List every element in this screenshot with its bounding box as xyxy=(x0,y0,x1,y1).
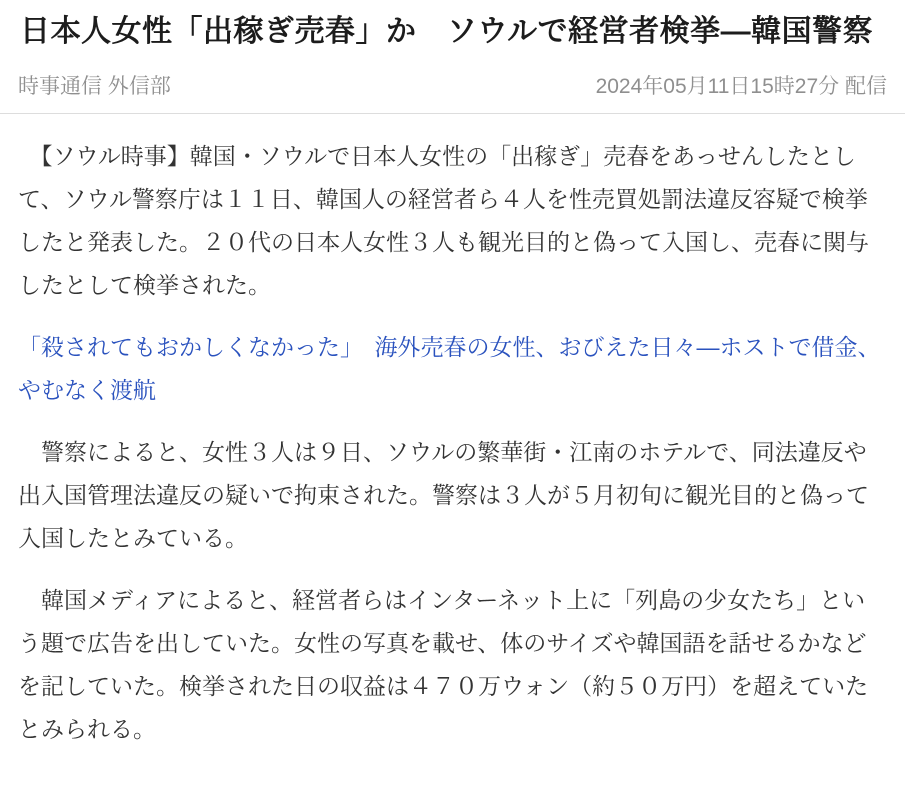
byline: 時事通信 外信部 xyxy=(18,74,171,98)
article-header xyxy=(0,0,905,113)
article-title: 日本人女性「出稼ぎ売春」か ソウルで経営者検挙―韓国警察 xyxy=(20,15,874,48)
article-body xyxy=(0,114,905,790)
related-link-paragraph xyxy=(18,326,887,412)
article-paragraph: 韓国メディアによると、経営者らはインターネット上に「列島の少女たち」という題で広告を出していた。女性の写真を載せ、体のサイズや韓国語を話せるかなどを記していた。検挙された日の収益は４７０万ウォン（約５０万円）を超えていたとみられる。 xyxy=(18,586,869,742)
related-article-link[interactable]: 「殺されてもおかしくなかった」 海外売春の女性、おびえた日々―ホストで借金、やむなく渡航 xyxy=(18,333,881,403)
article-paragraph: 【ソウル時事】韓国・ソウルで日本人女性の「出稼ぎ」売春をあっせんしたとして、ソウル警察庁は１１日、韓国人の経営者ら４人を性売買処罰法違反容疑で検挙したと発表した。２０代の日本人女性３人も観光目的と偽って入国し、売春に関与したとして検挙された。 xyxy=(18,142,869,298)
article-meta xyxy=(0,51,905,113)
article-paragraph: 警察によると、女性３人は９日、ソウルの繁華街・江南のホテルで、同法違反や出入国管理法違反の疑いで拘束された。警察は３人が５月初旬に観光目的と偽って入国したとみている。 xyxy=(18,438,869,551)
publish-date: 2024年05月11日15時27分 配信 xyxy=(595,74,887,98)
